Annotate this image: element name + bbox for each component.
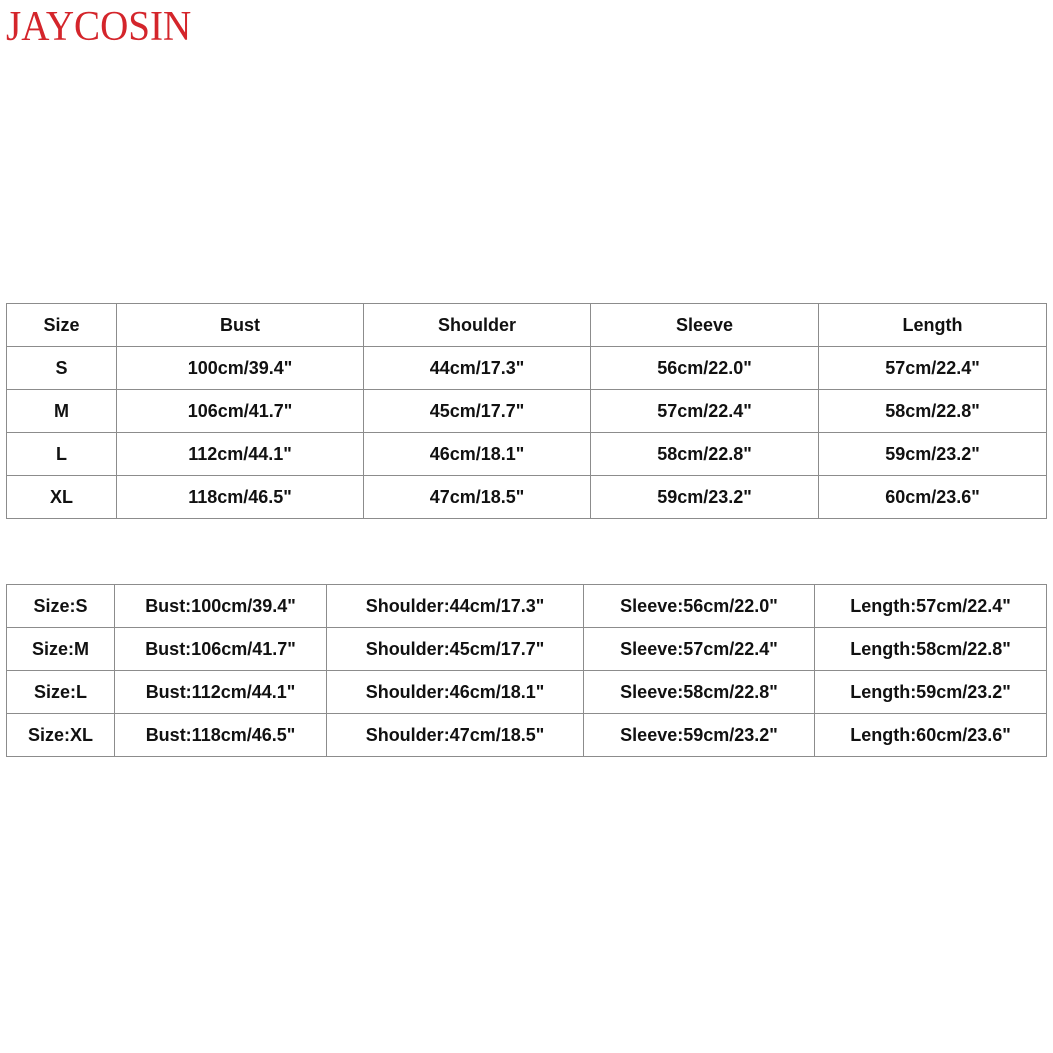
shoulder-cell: 45cm/17.7" [364, 390, 591, 433]
column-header-length: Length [819, 304, 1047, 347]
length-cell: 57cm/22.4" [819, 347, 1047, 390]
length-cell: 59cm/23.2" [819, 433, 1047, 476]
table-row [7, 476, 1047, 519]
column-header-bust: Bust [117, 304, 364, 347]
bust-cell: 112cm/44.1" [117, 433, 364, 476]
sleeve-cell: Sleeve:58cm/22.8" [584, 671, 815, 714]
size-cell: L [7, 433, 117, 476]
length-cell: Length:60cm/23.6" [815, 714, 1047, 757]
shoulder-cell: 47cm/18.5" [364, 476, 591, 519]
length-cell: Length:59cm/23.2" [815, 671, 1047, 714]
bust-cell: 106cm/41.7" [117, 390, 364, 433]
bust-cell: Bust:106cm/41.7" [115, 628, 327, 671]
length-cell: 58cm/22.8" [819, 390, 1047, 433]
size-chart-table [6, 303, 1047, 519]
shoulder-cell: 44cm/17.3" [364, 347, 591, 390]
table-header-row [7, 304, 1047, 347]
size-cell: M [7, 390, 117, 433]
sleeve-cell: Sleeve:57cm/22.4" [584, 628, 815, 671]
table-row [7, 628, 1047, 671]
bust-cell: Bust:118cm/46.5" [115, 714, 327, 757]
size-cell: Size:L [7, 671, 115, 714]
length-cell: Length:57cm/22.4" [815, 585, 1047, 628]
table-row [7, 671, 1047, 714]
table-row [7, 433, 1047, 476]
length-cell: 60cm/23.6" [819, 476, 1047, 519]
column-header-size: Size [7, 304, 117, 347]
size-cell: XL [7, 476, 117, 519]
sleeve-cell: Sleeve:56cm/22.0" [584, 585, 815, 628]
sleeve-cell: 58cm/22.8" [591, 433, 819, 476]
bust-cell: 100cm/39.4" [117, 347, 364, 390]
bust-cell: Bust:112cm/44.1" [115, 671, 327, 714]
shoulder-cell: Shoulder:46cm/18.1" [327, 671, 584, 714]
size-detail-table [6, 584, 1047, 757]
column-header-shoulder: Shoulder [364, 304, 591, 347]
sleeve-cell: 59cm/23.2" [591, 476, 819, 519]
size-cell: Size:S [7, 585, 115, 628]
shoulder-cell: Shoulder:45cm/17.7" [327, 628, 584, 671]
sleeve-cell: Sleeve:59cm/23.2" [584, 714, 815, 757]
size-cell: Size:M [7, 628, 115, 671]
length-cell: Length:58cm/22.8" [815, 628, 1047, 671]
size-cell: S [7, 347, 117, 390]
sleeve-cell: 56cm/22.0" [591, 347, 819, 390]
table-row [7, 347, 1047, 390]
bust-cell: Bust:100cm/39.4" [115, 585, 327, 628]
size-cell: Size:XL [7, 714, 115, 757]
shoulder-cell: Shoulder:47cm/18.5" [327, 714, 584, 757]
column-header-sleeve: Sleeve [591, 304, 819, 347]
table-row [7, 714, 1047, 757]
table-row [7, 390, 1047, 433]
brand-logo: JAYCOSIN [6, 4, 192, 50]
shoulder-cell: 46cm/18.1" [364, 433, 591, 476]
table-row [7, 585, 1047, 628]
bust-cell: 118cm/46.5" [117, 476, 364, 519]
shoulder-cell: Shoulder:44cm/17.3" [327, 585, 584, 628]
sleeve-cell: 57cm/22.4" [591, 390, 819, 433]
